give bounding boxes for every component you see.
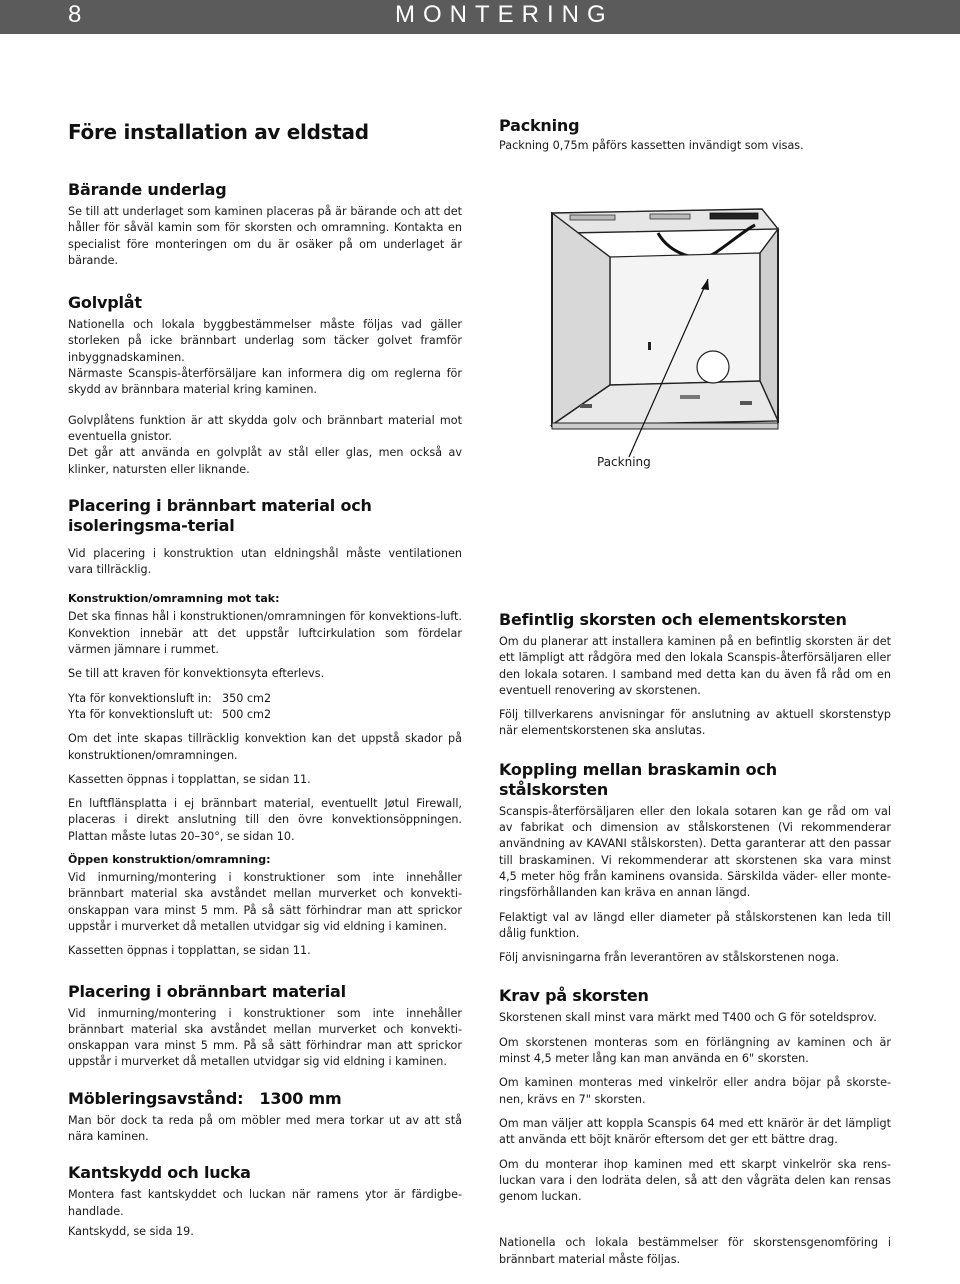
- cassette-illustration: [540, 195, 790, 485]
- paragraph: Närmaste Scanspis-återförsäljare kan informera dig om reglerna för skydd av brännbara material kring kaminen.: [68, 367, 462, 397]
- paragraph: Se till att underlaget som kaminen placeras på är bärande och att det håller för såväl kamin som för skorsten och omramning. Kontakta en specialist före monteringen om du är osäker på om underlaget är bärande.: [68, 205, 462, 267]
- yta-in-row: [68, 691, 462, 707]
- section-golvplat: [68, 293, 462, 478]
- paragraph: Nationella och lokala bestämmelser för skorstensgenomföring i brännbart material måste följas.: [499, 1236, 891, 1266]
- paragraph: Vid inmurning/montering i konstruktioner som inte innehåller brännbart material ska avståndet mellan murverket och konvekti-onskappan vara minst 5 mm. På så sätt förhindrar man att sprickor uppstår i murverket då metallen utvidgar sig vid eldning i kaminen.: [68, 1006, 462, 1069]
- heading-obrannbart: Placering i obrännbart material: [68, 981, 346, 1001]
- yta-in-label: Yta för konvektionsluft in:: [68, 691, 212, 705]
- paragraph: En luftflänsplatta i ej brännbart material, eventuellt Jøtul Firewall, placeras i direkt anslutning till den övre konvektionsöppningen. Plattan måste lutas 20–30°, se sidan 10.: [68, 797, 462, 843]
- figure-label-packning: Packning: [597, 455, 651, 469]
- section-brannbart: [68, 496, 462, 960]
- paragraph: Skorstenen skall minst vara märkt med T400 och G för soteldsprov.: [499, 1011, 877, 1025]
- paragraph: Kassetten öppnas i topplattan, se sidan 11.: [68, 772, 311, 786]
- yta-in-value: 350 cm2: [222, 691, 272, 705]
- paragraph: Man bör dock ta reda på om möbler med mera torkar ut av att stå nära kaminen.: [68, 1113, 462, 1143]
- paragraph: Det ska finnas hål i konstruktionen/omramningen för konvektions-luft. Konvektion innebär att det uppstår luftcirkulation som fördelar värmen jämnare i rummet.: [68, 610, 462, 657]
- paragraph: Om du monterar ihop kaminen med ett skarpt vinkelrör ska rens-luckan vara i den lodräta delen, så att den vågräta delen kan rensas genom luckan.: [499, 1157, 891, 1204]
- section-koppling: [499, 760, 891, 967]
- paragraph: Se till att kraven för konvektionsyta efterlevs.: [68, 667, 325, 681]
- section-mobler: [68, 1089, 462, 1146]
- subheading-tak: Konstruktion/omramning mot tak:: [68, 592, 280, 606]
- section-packning: [499, 116, 891, 162]
- right-column-bottom: [499, 610, 891, 1284]
- subheading-oppen: Öppen konstruktion/omramning:: [68, 853, 271, 867]
- left-column: [68, 110, 462, 1256]
- heading-mobler: Möbleringsavstånd: 1300 mm: [68, 1088, 342, 1108]
- paragraph: Om skorstenen monteras som en förlängning av kaminen och är minst 4,5 meter lång kan man använda en 6" skorsten.: [499, 1035, 891, 1066]
- heading-befintlig: Befintlig skorsten och elementskorsten: [499, 610, 847, 629]
- paragraph: Kassetten öppnas i topplattan, se sidan 11.: [68, 944, 311, 958]
- paragraph: Packning 0,75m påförs kassetten invändigt som visas.: [499, 139, 804, 152]
- paragraph: Det går att använda en golvplåt av stål eller glas, men också av klinker, natursten eller liknande.: [68, 446, 462, 476]
- paragraph: Vid inmurning/montering i konstruktioner som inte innehåller brännbart material ska avståndet mellan murverket och konvekti-onskappan vara minst 5 mm. På så sätt förhindrar man att sprickor uppstår i murverket då metallen utvidgar sig vid eldning i kaminen.: [68, 871, 462, 933]
- yta-ut-label: Yta för konvektionsluft ut:: [68, 707, 213, 721]
- paragraph: Kantskydd, se sida 19.: [68, 1224, 194, 1238]
- heading-packning: Packning: [499, 116, 580, 135]
- paragraph: Om man väljer att koppla Scanspis 64 med ett knärör är det lämpligt att använda ett böjt knärör eftersom det ger ett bättre drag.: [499, 1116, 891, 1147]
- paragraph: Felaktigt val av längd eller diameter på stålskorstenen kan leda till dålig funktion.: [499, 910, 891, 940]
- paragraph: Följ anvisningarna från leverantören av stålskorstenen noga.: [499, 951, 840, 965]
- heading-krav: Krav på skorsten: [499, 986, 649, 1006]
- paragraph: Följ tillverkarens anvisningar för anslutning av aktuell skorstenstyp när elementskorstenen ska anslutas.: [499, 708, 891, 738]
- section-title: MONTERING: [395, 1, 614, 28]
- paragraph: Vid placering i konstruktion utan eldningshål måste ventilationen vara tillräcklig.: [68, 546, 462, 577]
- page-number: 8: [68, 1, 82, 28]
- yta-ut-row: [68, 707, 462, 723]
- heading-kantskydd: Kantskydd och lucka: [68, 1163, 251, 1183]
- paragraph: Golvplåtens funktion är att skydda golv och brännbart material mot eventuella gnistor.: [68, 413, 462, 443]
- paragraph: Om kaminen monteras med vinkelrör eller andra böjar på skorste-nen, krävs en 7" skorsten.: [499, 1076, 891, 1106]
- paragraph: Nationella och lokala byggbestämmelser måste följas vad gäller storleken på icke brännbart underlag som täcker golvet framför inbyggnadskaminen.: [68, 318, 462, 364]
- paragraph: Montera fast kantskyddet och luckan när ramens ytor är färdigbe-handlade.: [68, 1188, 462, 1218]
- page-header: [0, 0, 960, 34]
- paragraph: Om det inte skapas tillräcklig konvektion kan det uppstå skador på konstruktionen/omramningen.: [68, 732, 462, 762]
- section-barande: [68, 180, 462, 269]
- heading-koppling: Koppling mellan braskamin och stålskorsten: [499, 759, 777, 799]
- cassette-drawing: [540, 195, 790, 485]
- heading-golvplat: Golvplåt: [68, 293, 142, 313]
- heading-barande: Bärande underlag: [68, 180, 227, 199]
- paragraph: Scanspis-återförsäljaren eller den lokala sotaren kan ge råd om val av fabrikat och dimension av stålskorstenen (Vi rekommenderar användning av KAVANI stålskorsten). Detta garanterar att den passar till braskaminen. Vi rekommenderar att skorstenen ska vara minst 4,5 meter hög från kaminens ovansida. Särskilda väder- eller monte-ringsförhållanden kan kräva en annan längd.: [499, 804, 891, 900]
- main-title: Före installation av eldstad: [68, 120, 369, 144]
- section-befintlig: [499, 610, 891, 740]
- heading-brannbart: Placering i brännbart material och isoleringsma-terial: [68, 495, 372, 535]
- paragraph: Om du planerar att installera kaminen på en befintlig skorsten är det ett lämpligt att rådgöra med den lokala Scanspis-återförsäljaren eller den lokala sotaren. I samband med detta kan du även få råd om en eventuell renovering av skorstenen.: [499, 635, 891, 697]
- section-krav: [499, 986, 891, 1268]
- yta-ut-value: 500 cm2: [222, 707, 272, 721]
- section-obrannbart: [68, 982, 462, 1071]
- section-kantskydd: [68, 1163, 462, 1240]
